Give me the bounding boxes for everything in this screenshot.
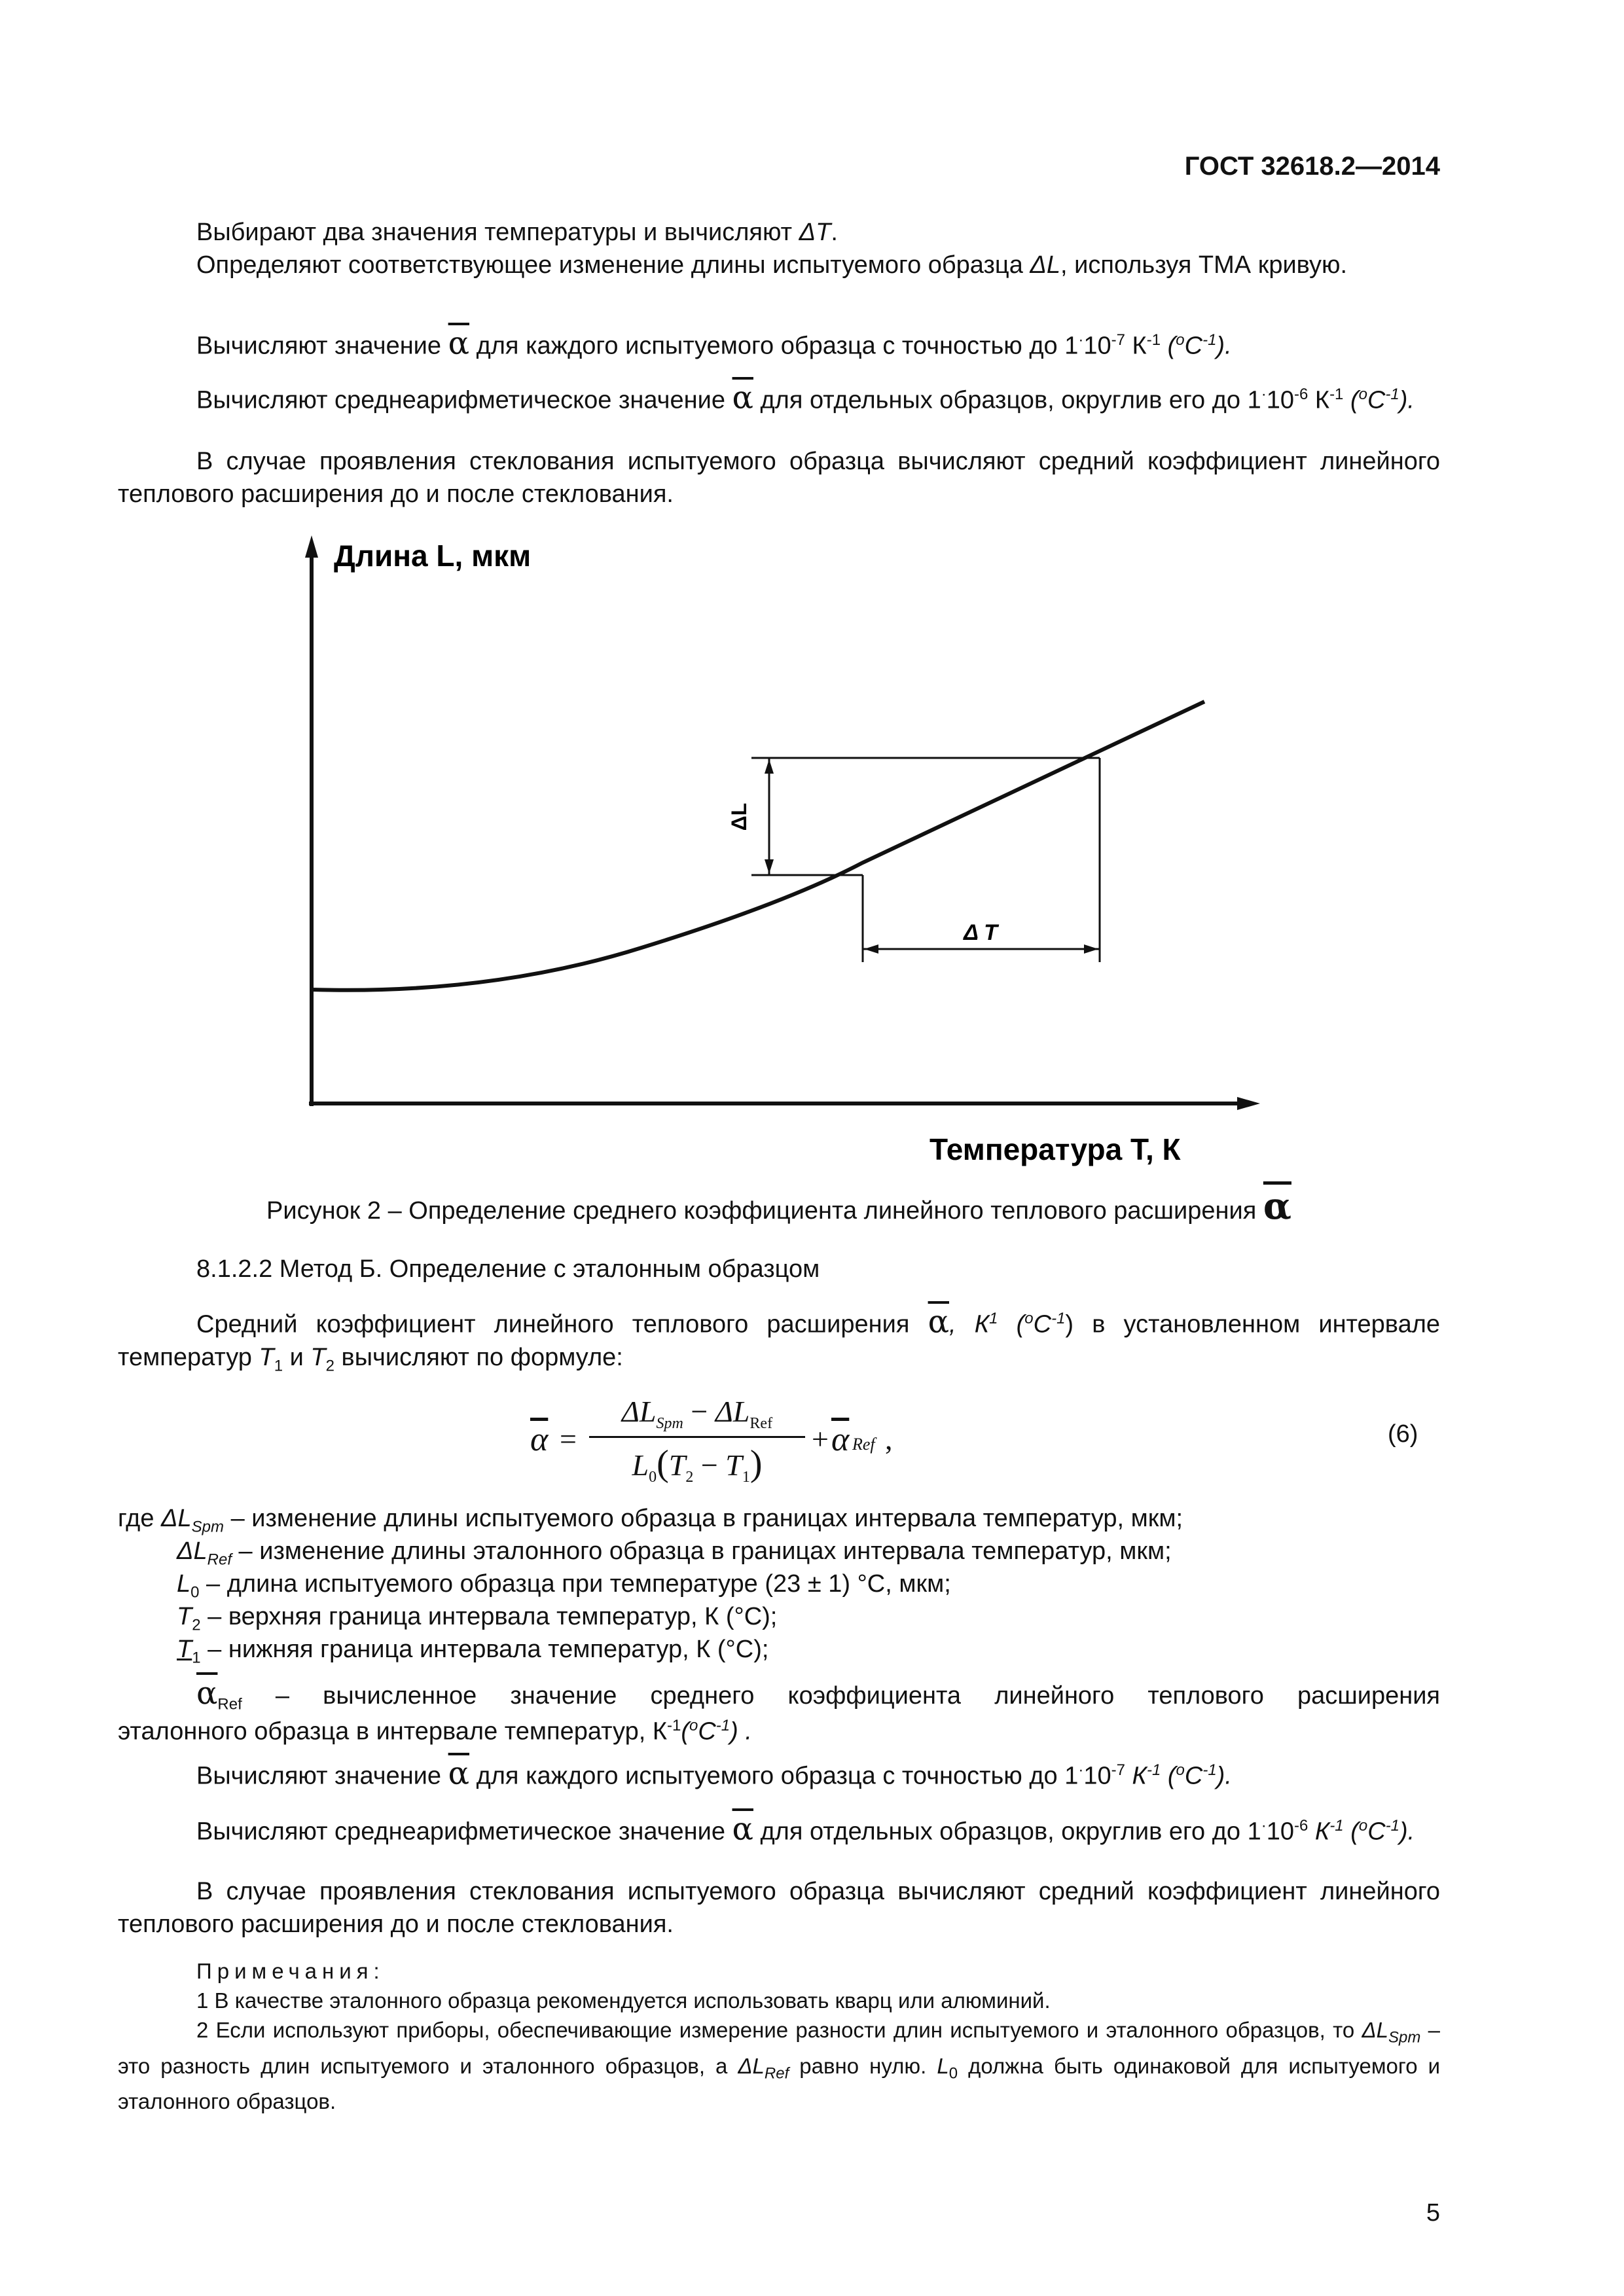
page-number: 5 bbox=[1426, 2199, 1440, 2227]
legend-item-alpha-ref-line2: эталонного образца в интервале температур, $К^{-1}(^oС^{-1})$ . bbox=[118, 1717, 752, 1746]
y-axis-arrow-icon bbox=[305, 535, 318, 558]
x-axis-label: Температура T, К bbox=[929, 1132, 1181, 1166]
legend-item: где $\Delta L_{Spm}$ – изменение длины испытуемого образца в границах интервала температур, мкм; bbox=[118, 1505, 1183, 1536]
document-header: ГОСТ 32618.2—2014 bbox=[1184, 152, 1440, 181]
paragraph-7: Вычисляют значение $\overline{\alpha}$ для каждого испытуемого образца с точностью до $1^\cdot 10^{-7}$ $К^{-1}$ $(^oC^{-1})$. bbox=[196, 1755, 1232, 1792]
paragraph-3: Вычисляют значение $\overline{\alpha}$ для каждого испытуемого образца с точностью до $1^\cdot 10^{-7}$ $К^{-1}$ $(^oC^{-1})$. bbox=[196, 325, 1232, 362]
legend-item: $L_0$ – длина испытуемого образца при температуре (23 ± 1) °С, мкм; bbox=[177, 1570, 951, 1602]
alpha-bar-symbol: $\overline{\alpha}$ bbox=[732, 1810, 753, 1848]
note-1: 1 В качестве эталонного образца рекомендуется использовать кварц или алюминий. bbox=[196, 1988, 1051, 2013]
length-curve bbox=[312, 702, 1204, 990]
dL-arrow-up-icon bbox=[765, 759, 774, 774]
paragraph-9: В случае проявления стеклования испытуемого образца вычисляют средний коэффициент линейного теплового расширения до и после стеклования. bbox=[118, 1878, 1440, 1938]
paragraph-1: Выбирают два значения температуры и вычисляют ΔT. bbox=[196, 219, 838, 246]
formula-6 bbox=[524, 1394, 982, 1486]
formula-plus: + bbox=[812, 1422, 829, 1456]
paragraph-2: Определяют соответствующее изменение длины испытуемого образца ΔL, используя ТМА кривую. bbox=[196, 251, 1348, 279]
formula-alpha-ref-subscript: Ref bbox=[852, 1435, 875, 1454]
dL-label: ΔL bbox=[727, 802, 751, 831]
formula-fraction-bar bbox=[589, 1436, 805, 1438]
section-heading: 8.1.2.2 Метод Б. Определение с эталонным образцом bbox=[196, 1255, 820, 1283]
figure-length-temperature bbox=[275, 524, 1296, 1198]
legend-item: $T_1$ – нижняя граница интервала температур, К (°С); bbox=[177, 1636, 769, 1667]
paragraph-8: Вычисляют среднеарифметическое значение $\overline{\alpha}$ для отдельных образцов, округлив его до $1^\cdot 10^{-6}$ $К^{-1}$ $(^oC^{-1})$. bbox=[196, 1810, 1415, 1848]
notes-title: Примечания: bbox=[196, 1959, 385, 1983]
alpha-bar-symbol: $\overline{\alpha}$ bbox=[448, 1755, 470, 1792]
figure-caption: Рисунок 2 – Определение среднего коэффициента линейного теплового расширения $\overline{\alpha}$ bbox=[266, 1185, 1291, 1228]
legend-item: $T_2$ – верхняя граница интервала температур, К (°С); bbox=[177, 1603, 778, 1634]
x-axis-arrow-icon bbox=[1237, 1097, 1260, 1110]
paragraph-4: Вычисляют среднеарифметическое значение $\overline{\alpha}$ для отдельных образцов, округлив его до $1^\cdot 10^{-6}$ $К^{-1}$ $(^oC^{-1})$. bbox=[196, 379, 1415, 416]
formula-comma: , bbox=[885, 1422, 893, 1456]
paragraph-6: Средний коэффициент линейного теплового расширения $\overline{\alpha}$, $К^1$ $(^oC^{-1})$ в установленном интервале температур $T_1$ и $T_2$ вычисляют по формуле: bbox=[118, 1303, 1441, 1375]
dL-arrow-down-icon bbox=[765, 859, 774, 874]
dT-arrow-right-icon bbox=[1084, 944, 1098, 954]
formula-alpha-lhs: $\overline{\alpha}$ bbox=[530, 1421, 549, 1458]
alpha-bar-symbol: $\overline{\alpha}$ bbox=[1263, 1185, 1291, 1228]
paragraph-5: В случае проявления стеклования испытуемого образца вычисляют средний коэффициент линейного теплового расширения до и после стеклования. bbox=[118, 448, 1440, 508]
y-axis-label: Длина L, мкм bbox=[334, 539, 532, 573]
legend-item: $\Delta L_{Ref}$ – изменение длины эталонного образца в границах интервала температур, мкм; bbox=[177, 1537, 1172, 1569]
dT-label: Δ T bbox=[964, 920, 998, 945]
formula-numerator: $\Delta L_{Spm} - \Delta L_{Ref}$ bbox=[621, 1395, 773, 1433]
legend-item-alpha-ref: $\overline{\alpha}_{Ref}$ – вычисленное значение среднего коэффициента линейного теплового расширения bbox=[196, 1675, 1440, 1713]
alpha-bar-symbol: $\overline{\alpha}$ bbox=[928, 1303, 949, 1340]
alpha-bar-symbol: $\overline{\alpha}$ bbox=[732, 379, 753, 416]
formula-number: (6) bbox=[1388, 1420, 1418, 1448]
formula-equals: = bbox=[560, 1422, 577, 1456]
note-2: 2 Если используют приборы, обеспечивающие измерение разности длин испытуемого и эталонного образцов, то $\Delta L_{Spm}$ – это разность длин испытуемого и эталонного образцов, а $\Delta L_{Ref}$ равно нулю. $L_0$ должна быть одинаковой для испытуемого и эталонного образцов. bbox=[118, 2018, 1441, 2114]
formula-denominator: $L_0(T_2 - T_1)$ bbox=[632, 1443, 763, 1486]
dT-arrow-left-icon bbox=[864, 944, 878, 954]
formula-alpha-ref: $\overline{\alpha}$ bbox=[831, 1421, 850, 1458]
alpha-bar-symbol: $\overline{\alpha}$ bbox=[448, 325, 470, 362]
